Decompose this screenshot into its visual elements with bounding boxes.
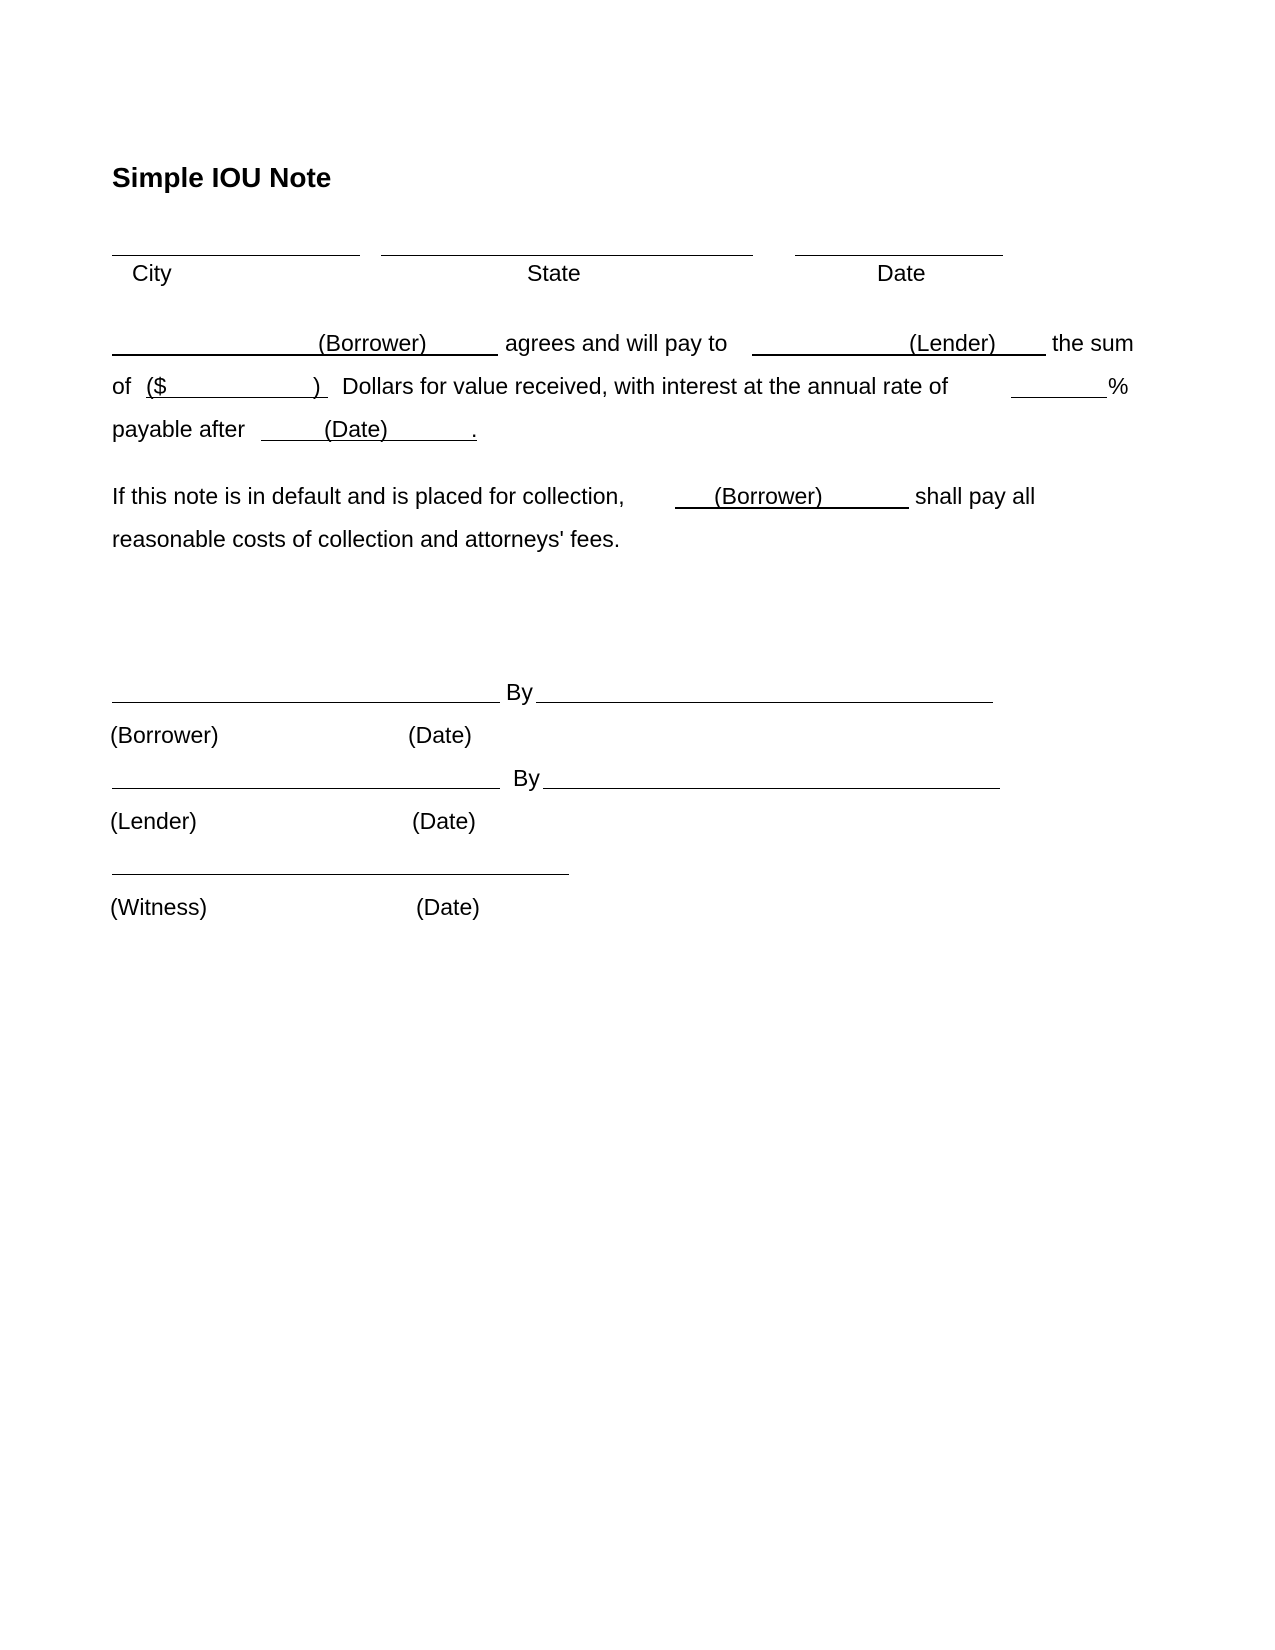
dollars-text: Dollars for value received, with interest at the annual rate of (342, 373, 948, 399)
payable-date-field[interactable] (261, 416, 477, 441)
date-line[interactable] (795, 255, 1003, 256)
collection-costs-text: reasonable costs of collection and attorneys' fees. (112, 526, 621, 552)
witness-signature-line[interactable] (112, 874, 569, 875)
of-text: of (112, 373, 132, 399)
default-text: If this note is in default and is placed for collection, (112, 483, 625, 509)
city-line[interactable] (112, 255, 360, 256)
borrower-signature-label: (Borrower) (110, 722, 219, 748)
percent-sign: % (1108, 373, 1129, 399)
witness-signature-label: (Witness) (110, 894, 208, 920)
by-signature-line-1[interactable] (536, 702, 993, 703)
borrower-placeholder-1: (Borrower) (318, 330, 427, 356)
borrower-signature-line[interactable] (112, 702, 500, 703)
dollar-open: ($ (146, 373, 167, 399)
city-label: City (132, 260, 172, 286)
lender-field-1[interactable] (752, 330, 1046, 356)
payable-date-placeholder: (Date) (324, 416, 388, 442)
shall-pay-text: shall pay all (915, 483, 1036, 509)
by-signature-line-2[interactable] (543, 788, 1000, 789)
lender-signature-label: (Lender) (110, 808, 197, 834)
borrower-field-2[interactable] (675, 483, 909, 509)
borrower-field-1[interactable] (112, 330, 498, 356)
borrower-placeholder-2: (Borrower) (714, 483, 823, 509)
agrees-text: agrees and will pay to (505, 330, 728, 356)
by-label-2: By (513, 765, 540, 791)
dollar-close: ) (313, 373, 321, 399)
state-line[interactable] (381, 255, 753, 256)
payable-date-period: . (471, 416, 478, 442)
lender-placeholder-1: (Lender) (909, 330, 996, 356)
state-label: State (527, 260, 581, 286)
the-sum-text: the sum (1052, 330, 1134, 356)
rate-field[interactable] (1011, 373, 1107, 398)
borrower-date-label: (Date) (408, 722, 472, 748)
by-label-1: By (506, 679, 533, 705)
payable-after-text: payable after (112, 416, 245, 442)
witness-date-label: (Date) (416, 894, 480, 920)
lender-signature-line[interactable] (112, 788, 500, 789)
page-title: Simple IOU Note (112, 162, 332, 193)
lender-date-label: (Date) (412, 808, 476, 834)
amount-field[interactable] (146, 373, 328, 398)
date-label: Date (877, 260, 926, 286)
